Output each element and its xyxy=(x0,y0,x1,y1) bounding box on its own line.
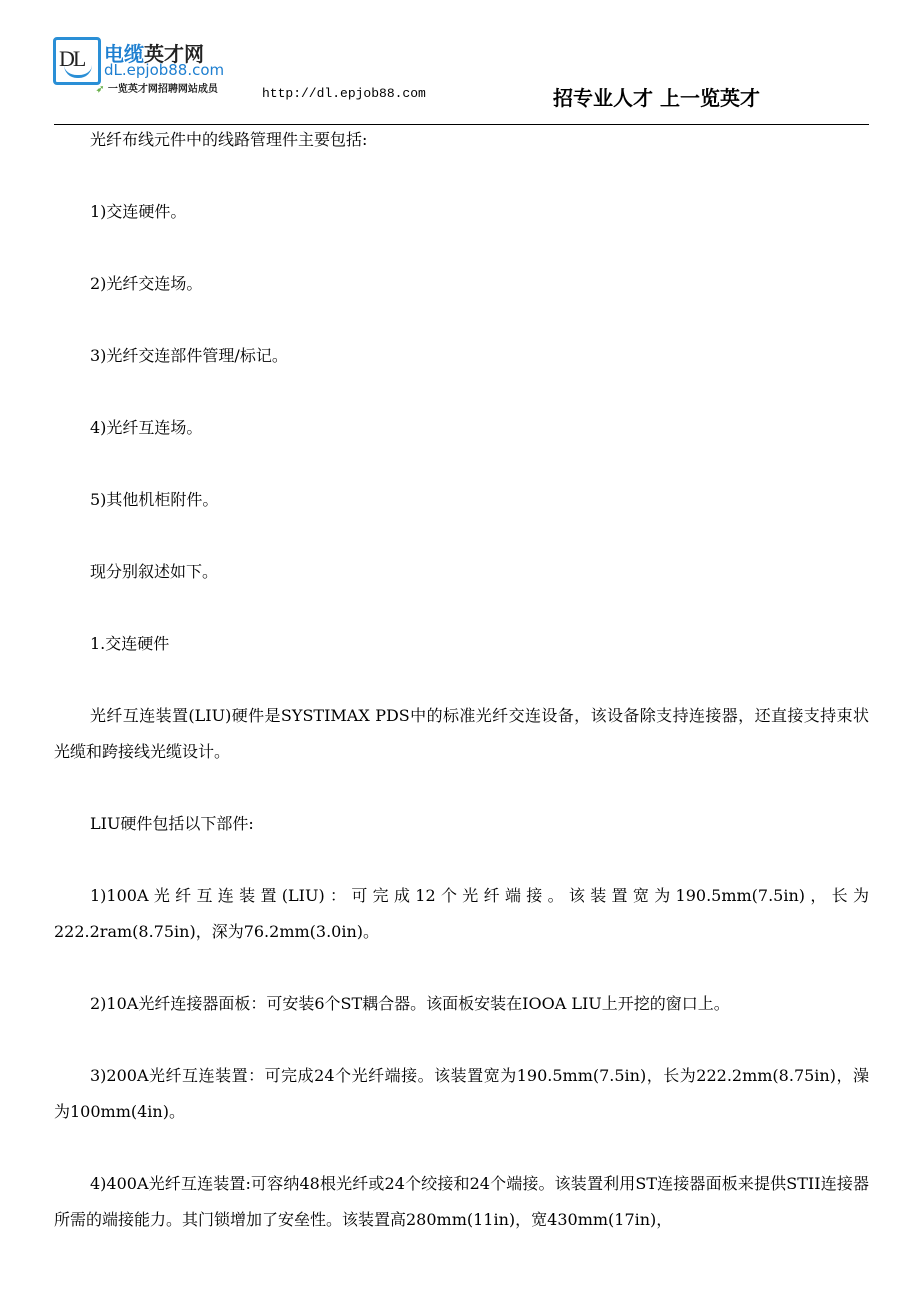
paragraph: 光纤互连装置(LIU)硬件是SYSTIMAX PDS中的标准光纤交连设备，该设备除支持连接器，还直接支持束状光缆和跨接线光缆设计。 xyxy=(54,706,869,761)
paragraph: 4)400A光纤互连装置:可容纳48根光纤或24个绞接和24个端接。该装置利用ST连接器面板来提供STII连接器所需的端接能力。其门锁增加了安垒性。该装置高280mm(11in)，宽430mm(17in)， xyxy=(54,1174,869,1229)
logo-name-part2: 英才网 xyxy=(144,42,204,66)
header-slogan: 招专业人才 上一览英才 xyxy=(553,86,760,110)
paragraph: 3)200A光纤互连装置：可完成24个光纤端接。该装置宽为190.5mm(7.5in)，长为222.2mm(8.75in)，澡为100mm(4in)。 xyxy=(54,1066,869,1121)
paragraph: LIU硬件包括以下部件: xyxy=(90,814,254,833)
logo-name-part1: 电缆 xyxy=(104,42,144,66)
logo-slogan-wrap xyxy=(96,80,218,95)
leaf-icon: ➶ xyxy=(96,84,105,95)
paragraph: 现分别叙述如下。 xyxy=(90,562,219,581)
paragraph: 3)光纤交连部件管理/标记。 xyxy=(90,346,288,365)
logo-url: dL.epjob88.com xyxy=(104,61,225,79)
logo-mark-text: DL xyxy=(59,46,85,71)
logo-slogan: 一览英才网招聘网站成员 xyxy=(107,84,218,95)
header-url[interactable]: http://dl.epjob88.com xyxy=(262,86,426,101)
section-heading: 1.交连硬件 xyxy=(90,634,170,653)
paragraph: 1)100A光纤互连装置(LIU)：可完成12个光纤端接。该装置宽为190.5mm(7.5in)，长为222.2ram(8.75in)，深为76.2mm(3.0in)。 xyxy=(54,886,869,941)
paragraph: 4)光纤互连场。 xyxy=(90,418,203,437)
paragraph: 1)交连硬件。 xyxy=(90,202,187,221)
paragraph: 5)其他机柜附件。 xyxy=(90,490,219,509)
paragraph: 2)10A光纤连接器面板：可安装6个ST耦合器。该面板安装在IOOA LIU上开挖的窗口上。 xyxy=(90,994,730,1013)
paragraph: 光纤布线元件中的线路管理件主要包括: xyxy=(90,130,368,149)
paragraph: 2)光纤交连场。 xyxy=(90,274,203,293)
logo-mark xyxy=(53,37,101,85)
